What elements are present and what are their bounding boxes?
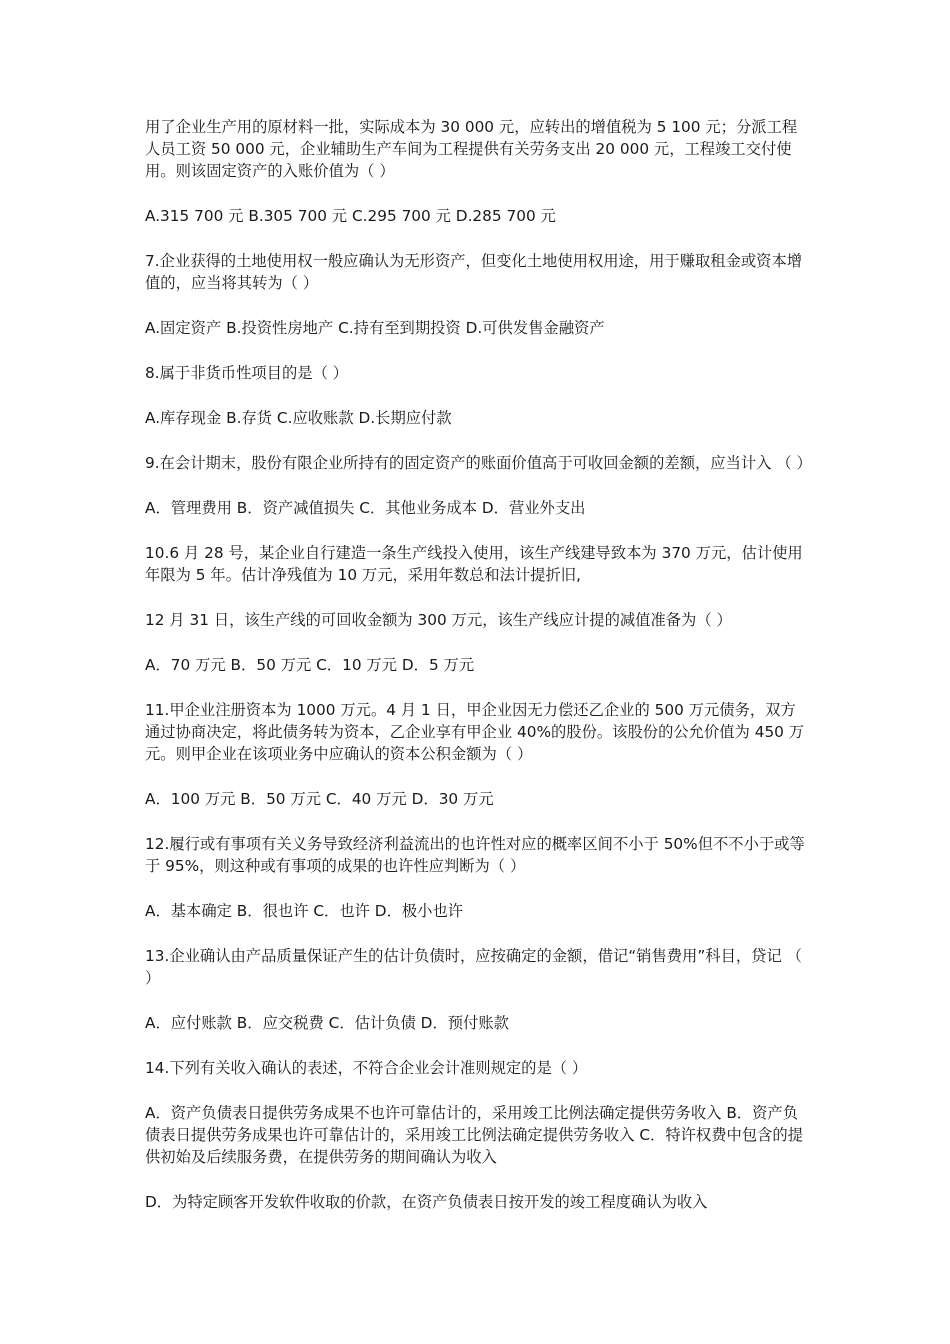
question-8-stem: 8.属于非货币性项目的是（ ） — [145, 364, 349, 382]
question-13-stem: 13.企业确认由产品质量保证产生的估计负债时，应按确定的金额，借记“销售费用”科目，贷记 （ ） — [145, 947, 802, 987]
question-11-stem: 11.甲企业注册资本为 1000 万元。4 月 1 日，甲企业因无力偿还乙企业的 500 万元债务，双方通过协商决定，将此债务转为资本，乙企业享有甲企业 40%的股份。该股份的公允价值为 450 万元。则甲企业在该项业务中应确认的资本公积金额为（ ） — [145, 701, 805, 763]
question-9-options: A．管理费用 B．资产减值损失 C．其他业务成本 D．营业外支出 — [145, 499, 586, 517]
document-page — [145, 116, 810, 1236]
question-7-stem: 7.企业获得的土地使用权一般应确认为无形资产，但变化土地使用权用途，用于赚取租金或资本增值的，应当将其转为（ ） — [145, 252, 803, 292]
question-12-stem: 12.履行或有事项有关义务导致经济利益流出的也许性对应的概率区间不小于 50%但不不小于或等于 95%，则这种或有事项的成果的也许性应判断为（ ） — [145, 835, 805, 875]
question-8-options: A.库存现金 B.存货 C.应收账款 D.长期应付款 — [145, 409, 452, 427]
question-6-stem-continued: 用了企业生产用的原材料一批，实际成本为 30 000 元，应转出的增值税为 5 100 元；分派工程人员工资 50 000 元，企业辅助生产车间为工程提供有关劳务支出 20 000 元，工程竣工交付使用。则该固定资产的入账价值为（ ） — [145, 118, 798, 180]
question-11-options: A．100 万元 B．50 万元 C．40 万元 D．30 万元 — [145, 790, 494, 808]
question-14-option-d: D．为特定顾客开发软件收取的价款，在资产负债表日按开发的竣工程度确认为收入 — [145, 1193, 708, 1211]
question-10-stem-continued: 12 月 31 日，该生产线的可回收金额为 300 万元，该生产线应计提的减值准备为（ ） — [145, 611, 732, 629]
question-13-options: A．应付账款 B．应交税费 C．估计负债 D．预付账款 — [145, 1014, 509, 1032]
question-10-stem: 10.6 月 28 号，某企业自行建造一条生产线投入使用，该生产线建导致本为 370 万元，估计使用年限为 5 年。估计净残值为 10 万元，采用年数总和法计提折旧, — [145, 544, 803, 584]
question-14-stem: 14.下列有关收入确认的表述，不符合企业会计准则规定的是（ ） — [145, 1059, 588, 1077]
question-6-options: A.315 700 元 B.305 700 元 C.295 700 元 D.285 700 元 — [145, 207, 556, 225]
question-12-options: A．基本确定 B．很也许 C．也许 D．极小也许 — [145, 902, 464, 920]
question-7-options: A.固定资产 B.投资性房地产 C.持有至到期投资 D.可供发售金融资产 — [145, 319, 605, 337]
question-10-options: A．70 万元 B．50 万元 C．10 万元 D．5 万元 — [145, 656, 475, 674]
question-14-options-abc: A．资产负债表日提供劳务成果不也许可靠估计的，采用竣工比例法确定提供劳务收入 B．资产负债表日提供劳务成果也许可靠估计的，采用竣工比例法确定提供劳务收入 C．特许权费中包含的提供初始及后续服务费，在提供劳务的期间确认为收入 — [145, 1104, 804, 1166]
question-9-stem: 9.在会计期末，股份有限企业所持有的固定资产的账面价值高于可收回金额的差额，应当计入 （ ） — [145, 454, 812, 472]
